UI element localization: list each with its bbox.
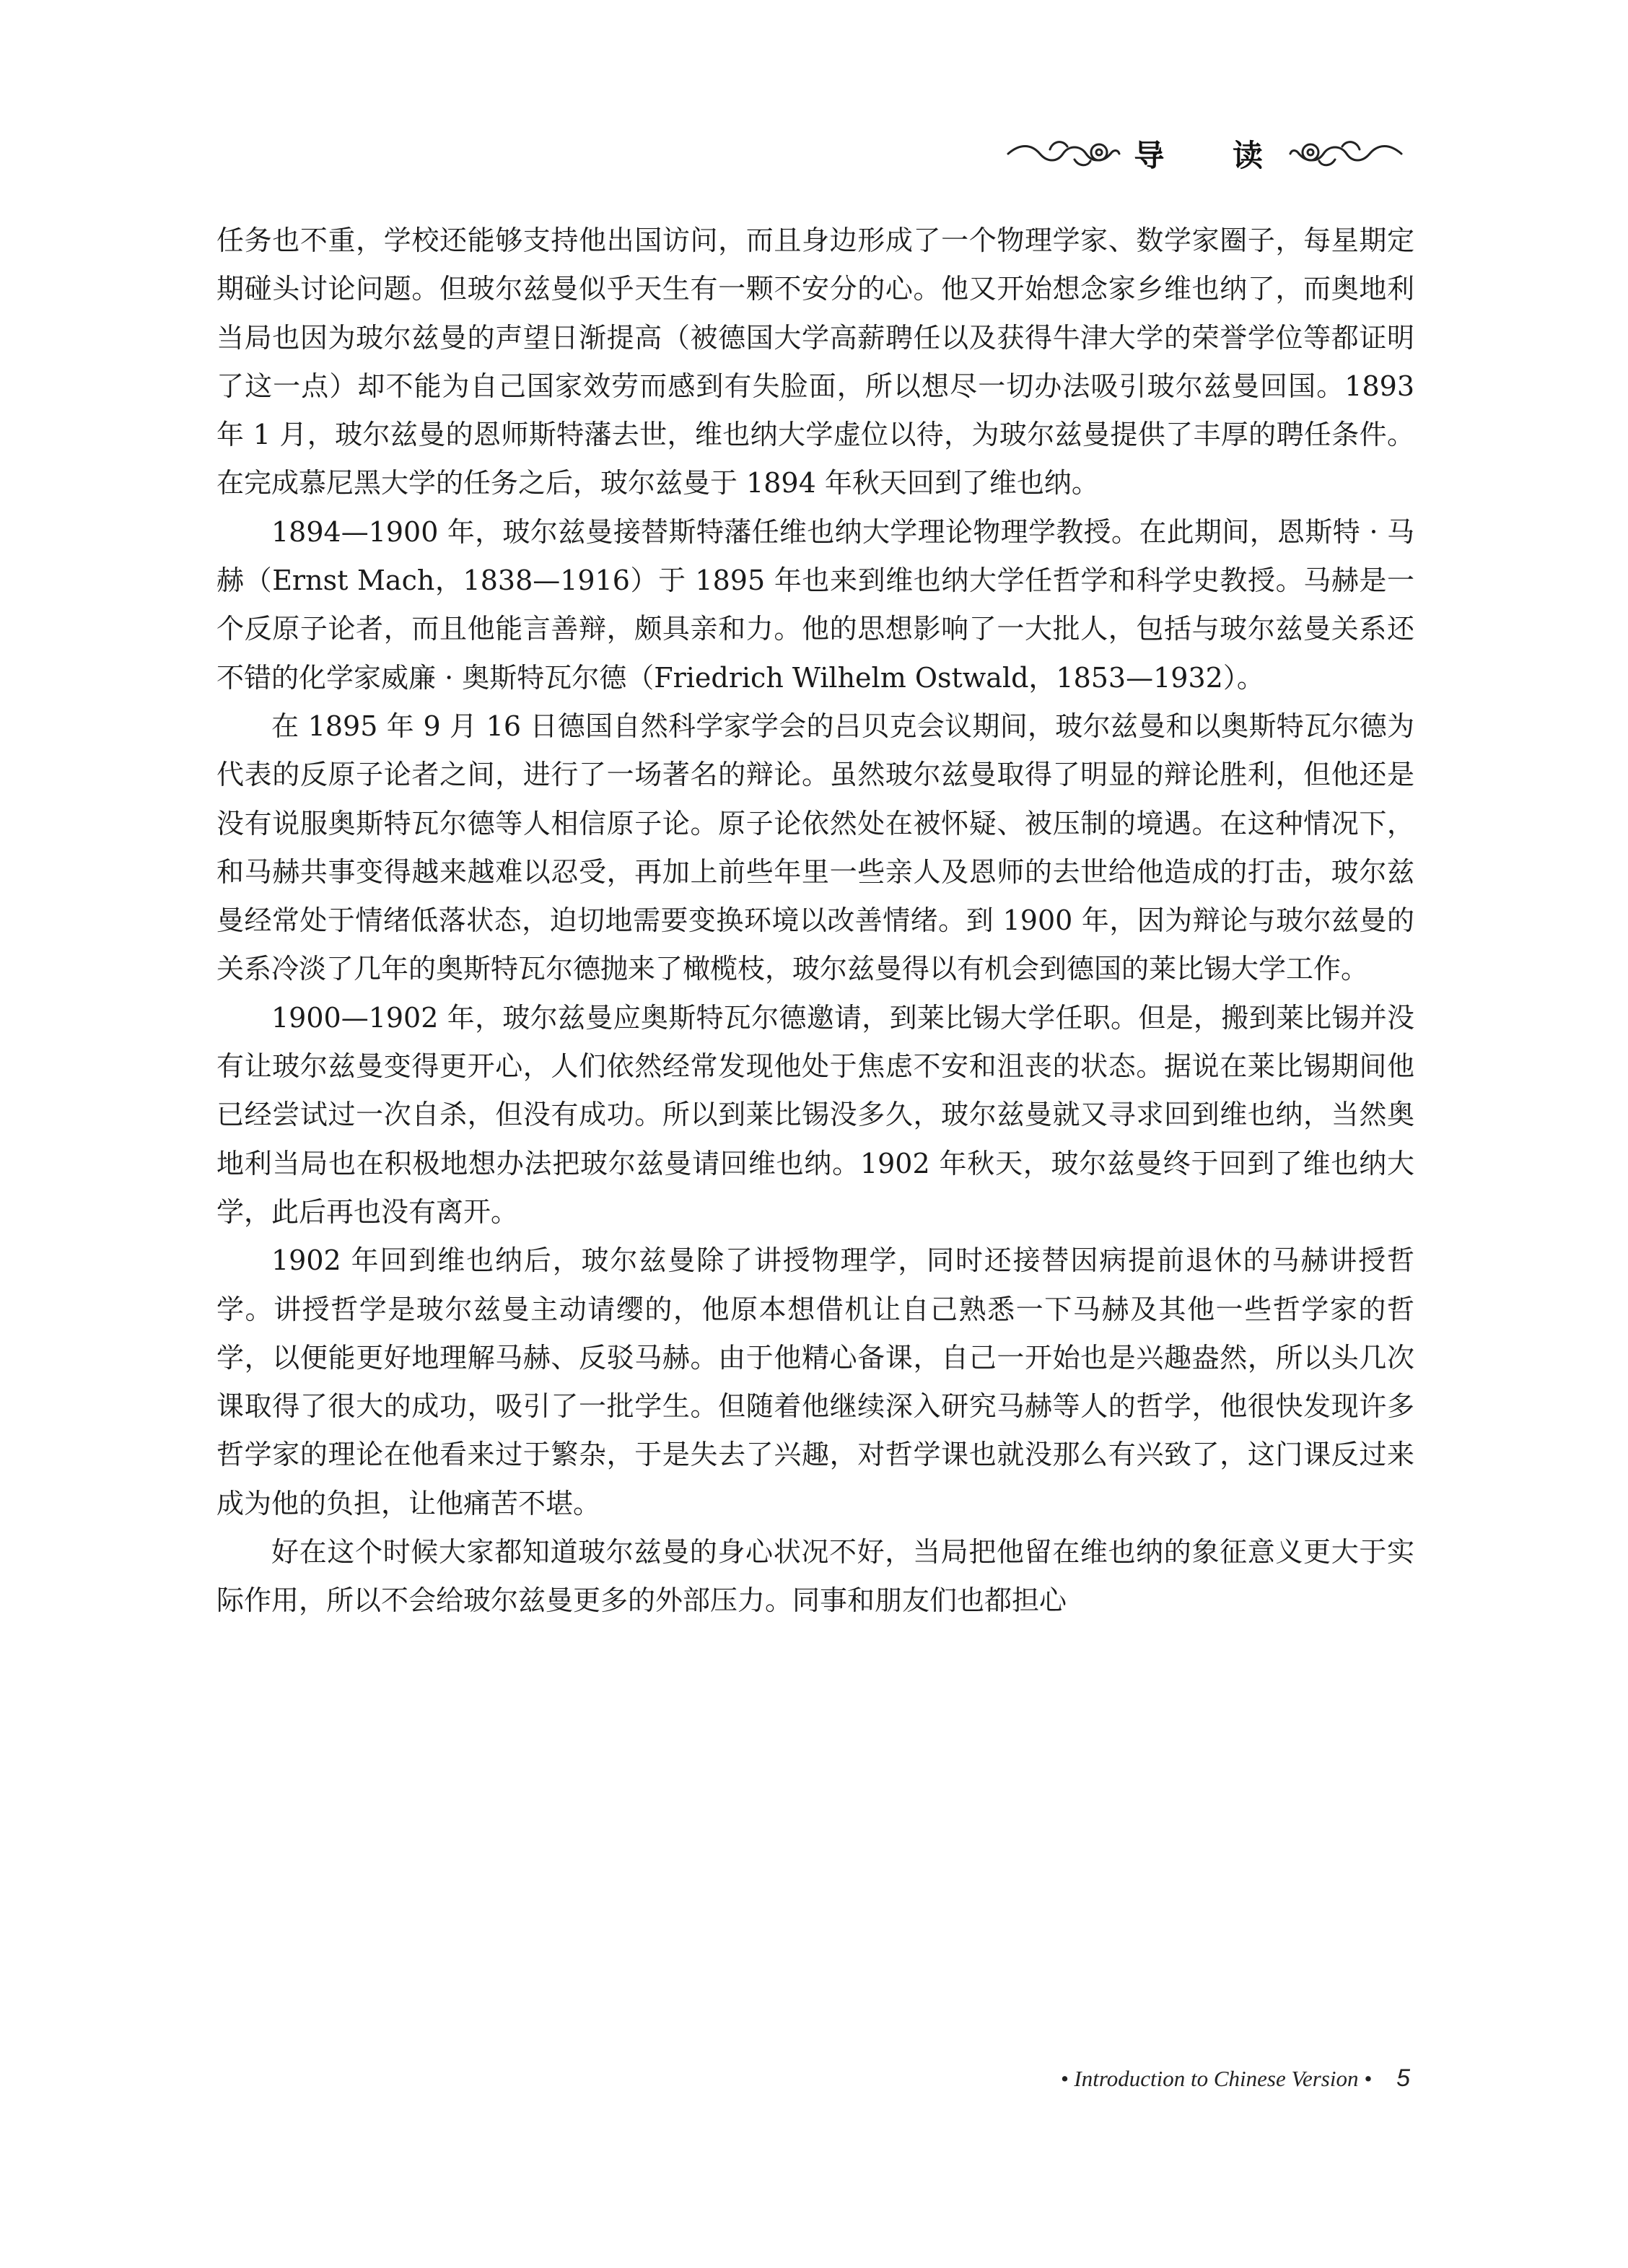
- right-ornament-icon: [1289, 134, 1404, 174]
- paragraph-4: 1900—1902 年，玻尔兹曼应奥斯特瓦尔德邀请，到莱比锡大学任职。但是，搬到莱比锡并没有让玻尔兹曼变得更开心，人们依然经常发现他处于焦虑不安和沮丧的状态。据说在莱比锡期间他已经尝试过一次自杀，但没有成功。所以到莱比锡没多久，玻尔兹曼就又寻求回到维也纳，当然奥地利当局也在积极地想办法把玻尔兹曼请回维也纳。1902 年秋天，玻尔兹曼终于回到了维也纳大学，此后再也没有离开。: [216, 1001, 1414, 1228]
- paragraph-5: 1902 年回到维也纳后，玻尔兹曼除了讲授物理学，同时还接替因病提前退休的马赫讲授哲学。讲授哲学是玻尔兹曼主动请缨的，他原本想借机让自己熟悉一下马赫及其他一些哲学家的哲学，以便能更好地理解马赫、反驳马赫。由于他精心备课，自己一开始也是兴趣盎然，所以头几次课取得了很大的成功，吸引了一批学生。但随着他继续深入研究马赫等人的哲学，他很快发现许多哲学家的理论在他看来过于繁杂，于是失去了兴趣，对哲学课也就没那么有兴致了，这门课反过来成为他的负担，让他痛苦不堪。: [216, 1244, 1414, 1519]
- running-footer: [1061, 2064, 1410, 2093]
- paragraph-6: 好在这个时候大家都知道玻尔兹曼的身心状况不好，当局把他留在维也纳的象征意义更大于实际作用，所以不会给玻尔兹曼更多的外部压力。同事和朋友们也都担心: [216, 1536, 1414, 1617]
- paragraph-3: 在 1895 年 9 月 16 日德国自然科学家学会的吕贝克会议期间，玻尔兹曼和以奥斯特瓦尔德为代表的反原子论者之间，进行了一场著名的辩论。虽然玻尔兹曼取得了明显的辩论胜利，但他还是没有说服奥斯特瓦尔德等人相信原子论。原子论依然处在被怀疑、被压制的境遇。在这种情况下，和马赫共事变得越来越难以忍受，再加上前些年里一些亲人及恩师的去世给他造成的打击，玻尔兹曼经常处于情绪低落状态，迫切地需要变换环境以改善情绪。到 1900 年，因为辩论与玻尔兹曼的关系冷淡了几年的奥斯特瓦尔德抛来了橄榄枝，玻尔兹曼得以有机会到德国的莱比锡大学工作。: [216, 710, 1414, 985]
- paragraph-2: 1894—1900 年，玻尔兹曼接替斯特藩任维也纳大学理论物理学教授。在此期间，恩斯特 · 马赫（Ernst Mach，1838—1916）于 1895 年也来到维也纳大学任哲学和科学史教授。马赫是一个反原子论者，而且他能言善辩，颇具亲和力。他的思想影响了一大批人，包括与玻尔兹曼关系还不错的化学家威廉 · 奥斯特瓦尔德（Friedrich Wilhelm Ostwald，1853—1932）。: [216, 515, 1414, 694]
- left-ornament-icon: [1005, 134, 1121, 174]
- footer-label: • Introduction to Chinese Version •: [1060, 2066, 1373, 2091]
- running-header: [1005, 128, 1404, 179]
- header-title: 导 读: [1134, 138, 1292, 173]
- body-text: [216, 217, 1414, 1626]
- page-number: 5: [1396, 2064, 1410, 2092]
- paragraph-1: 任务也不重，学校还能够支持他出国访问，而且身边形成了一个物理学家、数学家圈子，每星期定期碰头讨论问题。但玻尔兹曼似乎天生有一颗不安分的心。他又开始想念家乡维也纳了，而奥地利当局也因为玻尔兹曼的声望日渐提高（被德国大学高薪聘任以及获得牛津大学的荣誉学位等都证明了这一点）却不能为自己国家效劳而感到有失脸面，所以想尽一切办法吸引玻尔兹曼回国。1893 年 1 月，玻尔兹曼的恩师斯特藩去世，维也纳大学虚位以待，为玻尔兹曼提供了丰厚的聘任条件。在完成慕尼黑大学的任务之后，玻尔兹曼于 1894 年秋天回到了维也纳。: [216, 224, 1414, 500]
